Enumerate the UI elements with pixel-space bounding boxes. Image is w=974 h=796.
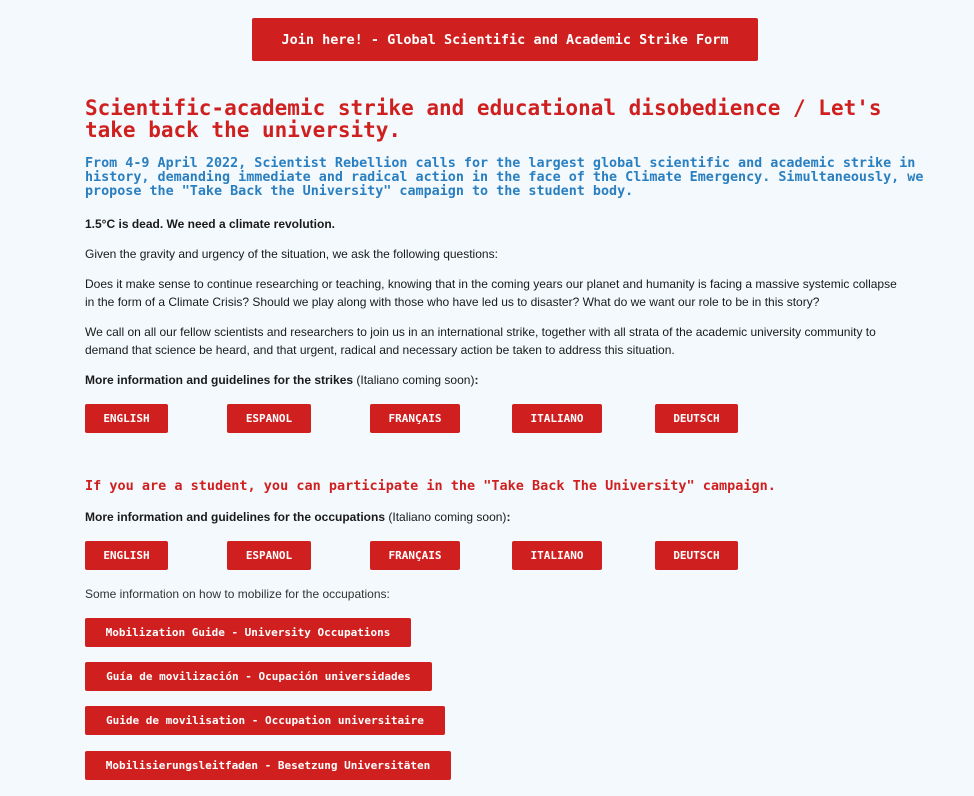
guide-spanish-button[interactable]: Guía de movilización - Ocupación universidades xyxy=(85,662,432,691)
occupation-lang-deutsch-button[interactable]: DEUTSCH xyxy=(655,541,738,570)
page-title: Scientific-academic strike and educational disobedience / Let's take back the university. xyxy=(85,96,882,142)
occupations-info-note: (Italiano coming soon) xyxy=(385,510,507,524)
strikes-info-line xyxy=(85,371,905,389)
mobilize-info-text: Some information on how to mobilize for the occupations: xyxy=(85,587,390,601)
strike-lang-espanol-button[interactable]: ESPANOL xyxy=(227,404,311,433)
occupations-info-colon: : xyxy=(506,510,511,524)
occupations-info-bold: More information and guidelines for the occupations xyxy=(85,510,386,524)
join-strike-form-button[interactable]: Join here! - Global Scientific and Academic Strike Form xyxy=(252,18,758,61)
strike-lang-english-button[interactable]: ENGLISH xyxy=(85,404,168,433)
strike-lang-deutsch-button[interactable]: DEUTSCH xyxy=(655,404,738,433)
student-campaign-heading: If you are a student, you can participate in the "Take Back The University" campaign. xyxy=(85,478,776,494)
climate-statement xyxy=(85,215,905,233)
occupation-lang-italiano-button[interactable]: ITALIANO xyxy=(512,541,602,570)
questions-paragraph: Does it make sense to continue researching or teaching, knowing that in the coming years our planet and humanity is facing a massive systemic collapse in the form of a Climate Crisis? Should we play along with those who have led us to disaster? What do we want our role to be in this story? xyxy=(85,277,897,309)
guide-french-button[interactable]: Guide de movilisation - Occupation universitaire xyxy=(85,706,445,735)
guide-english-button[interactable]: Mobilization Guide - University Occupations xyxy=(85,618,411,647)
strike-lang-italiano-button[interactable]: ITALIANO xyxy=(512,404,602,433)
occupation-lang-english-button[interactable]: ENGLISH xyxy=(85,541,168,570)
call-paragraph: We call on all our fellow scientists and researchers to join us in an international strike, together with all strata of the academic university community to demand that science be heard, and that urgent, radical and necessary action be taken to address this situation. xyxy=(85,325,876,357)
strikes-info-colon: : xyxy=(474,373,479,387)
strikes-info-note: (Italiano coming soon) xyxy=(353,373,475,387)
occupations-info-line xyxy=(85,508,905,526)
occupation-lang-francais-button[interactable]: FRANÇAIS xyxy=(370,541,460,570)
guide-german-button[interactable]: Mobilisierungsleitfaden - Besetzung Universitäten xyxy=(85,751,451,780)
climate-statement-text: 1.5°C is dead. We need a climate revolution. xyxy=(85,217,335,231)
page-subtitle: From 4-9 April 2022, Scientist Rebellion calls for the largest global scientific and academic strike in history, demanding immediate and radical action in the face of the Climate Emergency. Simultaneously, we propose the "Take Back the University" campaign to the student body. xyxy=(85,156,924,199)
gravity-paragraph: Given the gravity and urgency of the situation, we ask the following questions: xyxy=(85,247,498,261)
occupation-lang-espanol-button[interactable]: ESPANOL xyxy=(227,541,311,570)
strike-lang-francais-button[interactable]: FRANÇAIS xyxy=(370,404,460,433)
strikes-info-bold: More information and guidelines for the strikes xyxy=(85,373,354,387)
